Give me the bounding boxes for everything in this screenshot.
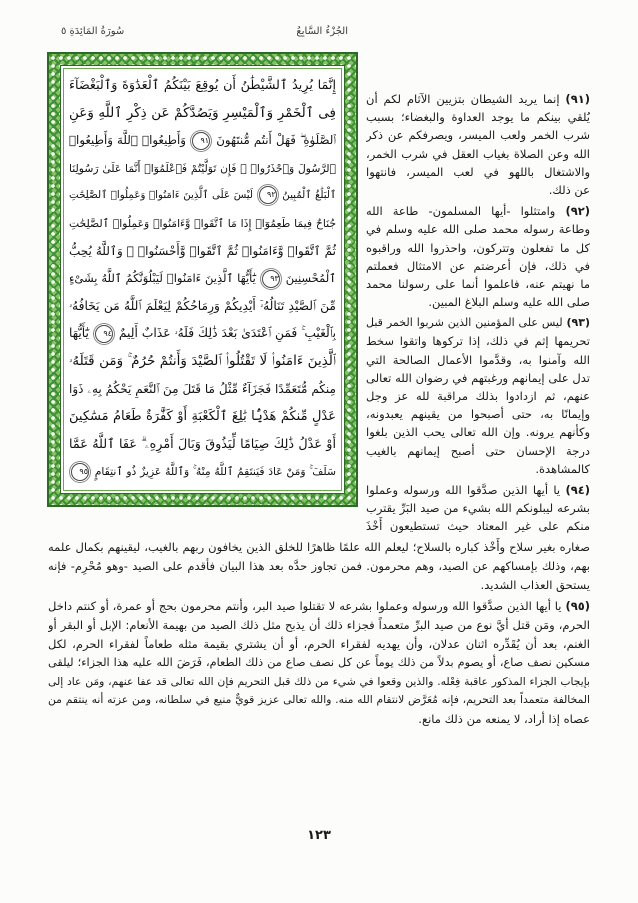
tafsir-text: كل ما تفعلون وتتركون، واحذروا الله وراقبوه [366,240,590,255]
quran-text: يَٰٓأَيُّهَا [69,326,89,341]
tafsir-text: وطاعة رسوله محمد صلى الله عليه وسلم في [366,222,590,237]
tafsir-line [366,220,590,238]
tafsir-paragraph [366,202,590,311]
tafsir-text: كالمشاهدة. [535,461,590,476]
ayah-end-marker: ٩٤ [95,325,113,343]
tafsir-text: بإيجاب الجزاء المذكور عاقبة فِعْله. والذين وقعوا في شيء من ذلك قبل التحريم فإن الله تعالى قد عفا عنهم، ومَن عاد إلى [48,674,590,688]
ayah-end-marker: ٩١ [192,132,210,150]
quran-text: مِنكُم مُّتَعَمِّدًا فَجَزَآءٌ مِّثْلُ مَا قَتَلَ مِنَ ٱلنَّعَمِ يَحْكُمُ بِهِۦ ذَوَا [69,381,336,396]
tafsir-line [366,351,590,369]
quran-line [69,155,336,183]
quran-line [69,182,336,210]
quran-text: ٱلرَّسُولَ وَٱحْذَرُوا۟ ۚ فَإِن تَوَلَّيْتُمْ فَٱعْلَمُوٓا۟ أَنَّمَا عَلَىٰ رَسُولِنَا [69,161,336,175]
tafsir-paragraph [366,314,590,478]
quran-line [69,72,336,100]
tafsir-line [48,597,590,616]
tafsir-line [48,576,590,595]
quran-text: ٱلَّذِينَ ءَامَنُوا۟ لَا تَقْتُلُوا۟ ٱلصَّيْدَ وَأَنتُمْ حُرُمٌ ۚ وَمَن قَتَلَهُۥ [69,352,336,369]
tafsir-text: وإيمانًا به، حتى أصبحوا من يقينهم يعبدونه، [366,407,590,422]
juz-label: الجُزْءُ السَّابِعُ [296,25,348,37]
verse-number: (٩٣) [566,316,590,330]
tafsir-line [366,293,590,311]
tafsir-text: الله وعن الصلاة بغياب العقل في شرب الخمر، [366,146,590,161]
tafsir-text: عنهم، ثم ازدادوا بذلك مراقبة لله عز وجل [366,389,590,403]
ayah-end-marker: ٩٣ [262,270,280,288]
quran-line [69,348,336,376]
tafsir-full-width [48,538,590,729]
quran-text: ٱلصَّلَوٰةِ ۖ فَهَلْ أَنتُم مُّنتَهُونَ [216,133,336,148]
quran-line [69,100,336,128]
quran-line [69,265,336,293]
tafsir-text: تحريمها إثم في ذلك، إذا تركوها واتقوا سخط [366,334,590,349]
tafsir-line [366,181,590,199]
verse-number: (٩٥) [565,599,590,614]
tafsir-line [48,691,590,710]
quran-text: أَوْ عَدْلُ ذَٰلِكَ صِيَامًا لِّيَذُوقَ وَبَالَ أَمْرِهِۦ ۗ عَفَا ٱللَّهُ عَمَّا [69,436,336,452]
quran-line [69,210,336,238]
quran-text-block [61,66,344,486]
quran-line [69,127,336,155]
tafsir-text: شرب الخمر ولعب الميسر، ويصرفكم عن ذكر [366,128,590,143]
mushaf-frame [47,52,358,507]
tafsir-line [366,257,590,275]
quran-text: ثُمَّ ٱتَّقَوا۟ وَّءَامَنُوا۟ ثُمَّ ٱتَّقَوا۟ وَّأَحْسَنُوا۟ ۗ وَٱللَّهُ يُحِبُّ [69,243,336,258]
quran-line [69,403,336,431]
tafsir-text: تدل على إيمانهم ورغبتهم في رضوان الله تعالى [366,370,590,385]
tafsir-text: في ذلك، فإن أعرضتم عن الامتثال فعملتم [366,258,590,273]
tafsir-text: صلى الله عليه وسلم البلاغ المبين. [428,295,590,310]
verse-number: (٩٢) [565,204,590,219]
quran-text: عَدْلٍ مِّنكُمْ هَدْيًۢا بَٰلِغَ ٱلْكَعْبَةِ أَوْ كَفَّٰرَةٌ طَعَامُ مَسَٰكِينَ [69,409,336,425]
tafsir-line [366,387,590,405]
tafsir-text: يستحق العذاب الشديد. [480,577,590,592]
quran-line [69,293,336,321]
tafsir-text: إنما يريد الشيطان بتزيين الآثام لكم أن [366,92,560,106]
quran-line [69,238,336,266]
tafsir-text: الغنم، بعد أن يُقَدِّره اثنان عدلان، وأن يهديه لفقراء الحرم، أو أن يشتري بقيمة مثله طعاماً لفقراء الحرم، لكل [48,636,590,651]
tafsir-line [366,423,590,441]
tafsir-text: ما نهيتم عنه، فاعلموا أنما على رسولنا محمد [366,276,590,291]
tafsir-line [366,275,590,293]
tafsir-line [366,517,590,535]
tafsir-text: بشرعه ليبلونكم الله بشيء من صيد البَرِّ يقترب [366,501,590,516]
tafsir-line [366,314,590,332]
surah-label: سُورَةُ المَائِدَةِ ٥ [61,25,125,37]
quran-text: سَلَفَ ۚ وَمَنْ عَادَ فَيَنتَقِمُ ٱللَّهُ مِنْهُ ۚ وَٱللَّهُ عَزِيزٌ ذُو ٱنتِقَامٍ [94,465,336,479]
tafsir-text: يُلقي بينكم ما يوجد العداوة والبغضاء؛ بسبب [366,110,590,125]
tafsir-line [366,90,590,108]
tafsir-line [366,369,590,387]
ayah-end-marker: ٩٥ [71,463,89,481]
quran-text: وَأَطِيعُوا۟ ٱللَّهَ وَأَطِيعُوا۟ [69,133,186,148]
quran-text: فِى ٱلْخَمْرِ وَٱلْمَيْسِرِ وَيَصُدَّكُمْ عَن ذِكْرِ ٱللَّهِ وَعَنِ [69,104,336,121]
tafsir-text: منكم على غير المعتاد حيث تستطيعون أَخْذَ [366,519,590,534]
tafsir-paragraph [366,90,590,199]
tafsir-paragraph [48,597,590,729]
tafsir-line [48,557,590,576]
tafsir-line [48,710,590,729]
tafsir-text: الحرم، ومَن قتل أيَّ نوع من صيد البرِّ متعمداً فجزاء ذلك أن يذبح مثل ذلك الصيد من بهيمة الأنعام: الإبل أو البقر أو [48,618,590,633]
quran-line [69,376,336,404]
tafsir-line [48,654,590,673]
tafsir-line [366,405,590,423]
tafsir-text: درجة الإحسان حتى أصبح إيمانهم بالغيب [366,443,590,458]
tafsir-text: عن ذلك. [548,182,590,197]
tafsir-line [366,126,590,144]
tafsir-line [366,442,590,460]
tafsir-paragraph [48,538,590,594]
tafsir-text: وامتثلوا -أيها المسلمون- طاعة الله [366,204,556,219]
tafsir-text: مسكين نصف صاع، أو يصوم بدلاً من ذلك يوماً عن كل نصف صاع من ذلك الطعام، فَرَضَ الله عليه هذا الجزاء؛ ليلقى [48,655,590,669]
tafsir-line [48,616,590,635]
quran-line [69,458,336,486]
tafsir-line [366,332,590,350]
tafsir-line [366,481,590,499]
tafsir-line [366,163,590,181]
tafsir-text: المخالفة متعمداً بعد التحريم، فإنه مُعَرَّض لانتقام الله منه. والله تعالى عزيز قويٌّ منيع في سلطانه، ومن عزته أنه ينتقم من [48,693,590,707]
tafsir-line [48,538,590,557]
tafsir-text: والاشتغال باللهو في لعب الميسر، فانتهوا [366,164,590,179]
quran-text: لَيْسَ عَلَى ٱلَّذِينَ ءَامَنُوا۟ وَعَمِلُوا۟ ٱلصَّٰلِحَٰتِ [69,189,253,202]
tafsir-line [366,460,590,478]
tafsir-line [48,673,590,692]
tafsir-text: صغاره بغير سلاح وأَخْذ كباره بالسلاح؛ ليعلم الله علمًا ظاهرًا للخلق الذين يخافون ربهم بالغيب، ليقينهم بكمال علمه [48,540,590,554]
quran-text: إِنَّمَا يُرِيدُ ٱلشَّيْطَٰنُ أَن يُوقِعَ بَيْنَكُمُ ٱلْعَدَٰوَةَ وَٱلْبَغْضَآءَ [69,78,336,93]
tafsir-paragraph [366,481,590,536]
quran-line [69,431,336,459]
tafsir-text: بهم، وذلك بإمساكهم عن الصيد، وهم محرمون. فمن تجاوز حدَّه بعد هذا البيان فأقدم على الصيد -وهو مُحْرِم- فإنه [48,558,590,573]
verse-number: (٩٤) [565,482,590,497]
tafsir-line [366,145,590,163]
tafsir-line [48,635,590,654]
tafsir-text: الله وآمنوا به، وقدَّموا الأعمال الصالحة التي [366,352,590,367]
quran-text: بِٱلْغَيْبِ ۚ فَمَنِ ٱعْتَدَىٰ بَعْدَ ذَٰلِكَ فَلَهُۥ عَذَابٌ أَلِيمٌ [118,326,336,341]
quran-line [69,320,336,348]
tafsir-line [366,499,590,517]
ayah-end-marker: ٩٢ [259,186,277,204]
tafsir-column [366,90,590,536]
quran-text: يَٰٓأَيُّهَا ٱلَّذِينَ ءَامَنُوا۟ لَيَبْلُوَنَّكُمُ ٱللَّهُ بِشَىْءٍ [69,271,256,286]
quran-text: ٱلْبَلَٰغُ ٱلْمُبِينُ [282,189,336,202]
mushaf-frame-inner [60,65,345,494]
verse-number: (٩١) [565,92,590,106]
tafsir-text: يا أيها الذين صدَّقوا الله ورسوله وعملوا بشرعه لا تقتلوا صيد البر، وأنتم محرمون بحج أو عمرة، أو كنتم داخل [48,599,562,614]
tafsir-line [366,202,590,220]
quran-text: مِّنَ ٱلصَّيْدِ تَنَالُهُۥٓ أَيْدِيكُمْ وَرِمَاحُكُمْ لِيَعْلَمَ ٱللَّهُ مَن يَخَافُهُۥ [69,298,336,313]
tafsir-text: عصاه إذا أراد، لا يمنعه من ذلك مانع. [418,712,590,727]
page-number: ١٢٣ [307,828,331,843]
tafsir-line [366,108,590,126]
tafsir-text: ليس على المؤمنين الذين شربوا الخمر قبل [366,316,563,330]
tafsir-text: يا أيها الذين صدَّقوا الله ورسوله وعملوا [366,482,561,497]
page-header [47,22,358,40]
tafsir-text: وكأنهم يرونه. وإن الله تعالى يحب الذين بلغوا [366,425,590,440]
quran-text: جُنَاحٌ فِيمَا طَعِمُوٓا۟ إِذَا مَا ٱتَّقَوا۟ وَّءَامَنُوا۟ وَعَمِلُوا۟ ٱلصَّٰلِحَٰتِ [69,216,336,230]
tafsir-line [366,239,590,257]
quran-text: ٱلْمُحْسِنِينَ [285,271,336,286]
